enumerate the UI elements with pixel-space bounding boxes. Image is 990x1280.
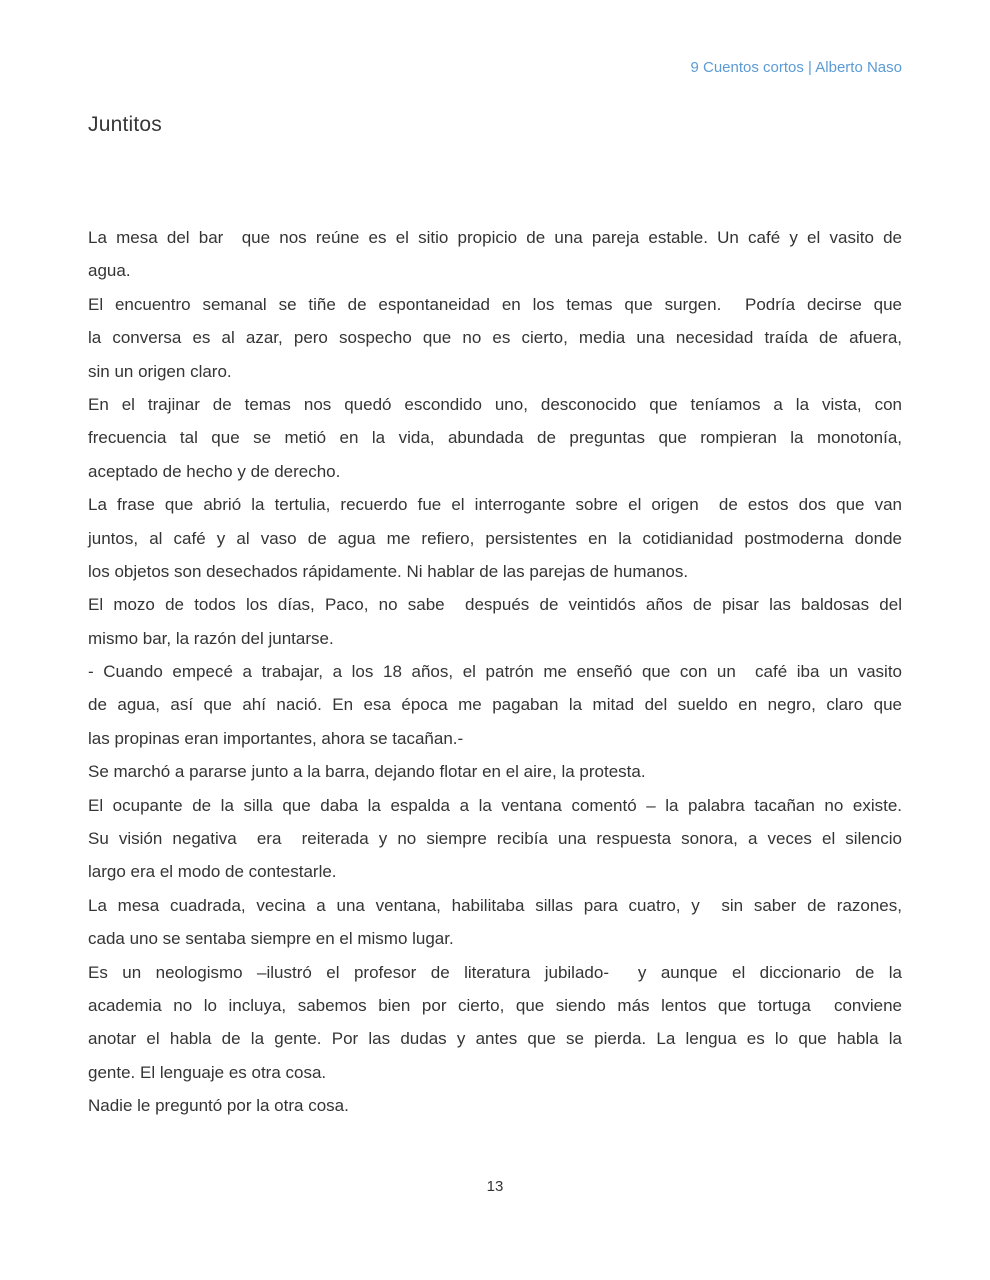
page-header xyxy=(88,58,902,78)
page-number: 13 xyxy=(486,1178,504,1195)
text-line: juntos, al café y al vaso de agua me refiero, persistentes en la cotidianidad postmoderna donde xyxy=(88,528,902,548)
text-line: El encuentro semanal se tiñe de espontaneidad en los temas que surgen. Podría decirse que xyxy=(88,294,902,314)
text-line: frecuencia tal que se metió en la vida, abundada de preguntas que rompieran la monotonía, xyxy=(88,428,902,448)
text-line: La mesa cuadrada, vecina a una ventana, habilitaba sillas para cuatro, y sin saber de razones, xyxy=(88,895,902,915)
text-line: El ocupante de la silla que daba la espalda a la ventana comentó – la palabra tacañan no existe. xyxy=(88,795,902,815)
paragraph xyxy=(88,789,902,822)
page-title: Juntitos xyxy=(88,113,162,136)
text-line: las propinas eran importantes, ahora se tacañan.- xyxy=(88,728,464,748)
header-text: 9 Cuentos cortos | Alberto Naso xyxy=(690,59,902,76)
paragraph xyxy=(88,288,902,388)
paragraph xyxy=(88,588,902,655)
text-line: La mesa del bar que nos reúne es el sitio propicio de una pareja estable. Un café y el vasito de xyxy=(88,228,902,247)
text-line: academia no lo incluya, sabemos bien por cierto, que siendo más lentos que tortuga conviene xyxy=(88,995,902,1015)
text-line: En el trajinar de temas nos quedó escondido uno, desconocido que teníamos a la vista, con xyxy=(88,394,902,414)
text-line: sin un origen claro. xyxy=(88,361,232,381)
text-line: agua. xyxy=(88,261,131,281)
text-line: aceptado de hecho y de derecho. xyxy=(88,461,341,481)
paragraph xyxy=(88,1089,902,1122)
paragraph xyxy=(88,822,902,889)
paragraph xyxy=(88,889,902,956)
text-line: La frase que abrió la tertulia, recuerdo fue el interrogante sobre el origen de estos dos que van xyxy=(88,495,902,515)
paragraph xyxy=(88,655,902,755)
text-line: Nadie le preguntó por la otra cosa. xyxy=(88,1096,349,1116)
paragraph xyxy=(88,388,902,488)
text-line: - Cuando empecé a trabajar, a los 18 años, el patrón me enseñó que con un café iba un vasito xyxy=(88,662,902,682)
text-line: la conversa es al azar, pero sospecho que no es cierto, media una necesidad traída de afuera, xyxy=(88,328,902,348)
paragraph xyxy=(88,221,902,288)
text-line: Es un neologismo –ilustró el profesor de literatura jubilado- y aunque el diccionario de la xyxy=(88,962,902,982)
text-line: Se marchó a pararse junto a la barra, dejando flotar en el aire, la protesta. xyxy=(88,762,646,782)
text-line: los objetos son desechados rápidamente. Ni hablar de las parejas de humanos. xyxy=(88,561,689,581)
text-line: Su visión negativa era reiterada y no siempre recibía una respuesta sonora, a veces el silencio xyxy=(88,829,902,849)
text-line: cada uno se sentaba siempre en el mismo lugar. xyxy=(88,929,454,949)
text-line: anotar el habla de la gente. Por las dudas y antes que se pierda. La lengua es lo que habla la xyxy=(88,1029,902,1049)
text-line: gente. El lenguaje es otra cosa. xyxy=(88,1062,327,1082)
text-line: El mozo de todos los días, Paco, no sabe después de veintidós años de pisar las baldosas del xyxy=(88,595,902,615)
paragraph xyxy=(88,755,902,788)
story-body xyxy=(88,221,902,1123)
paragraph xyxy=(88,488,902,588)
text-line: largo era el modo de contestarle. xyxy=(88,862,337,882)
paragraph xyxy=(88,956,902,1090)
text-line: de agua, así que ahí nació. En esa época me pagaban la mitad del sueldo en negro, claro que xyxy=(88,695,902,715)
text-line: mismo bar, la razón del juntarse. xyxy=(88,628,334,648)
